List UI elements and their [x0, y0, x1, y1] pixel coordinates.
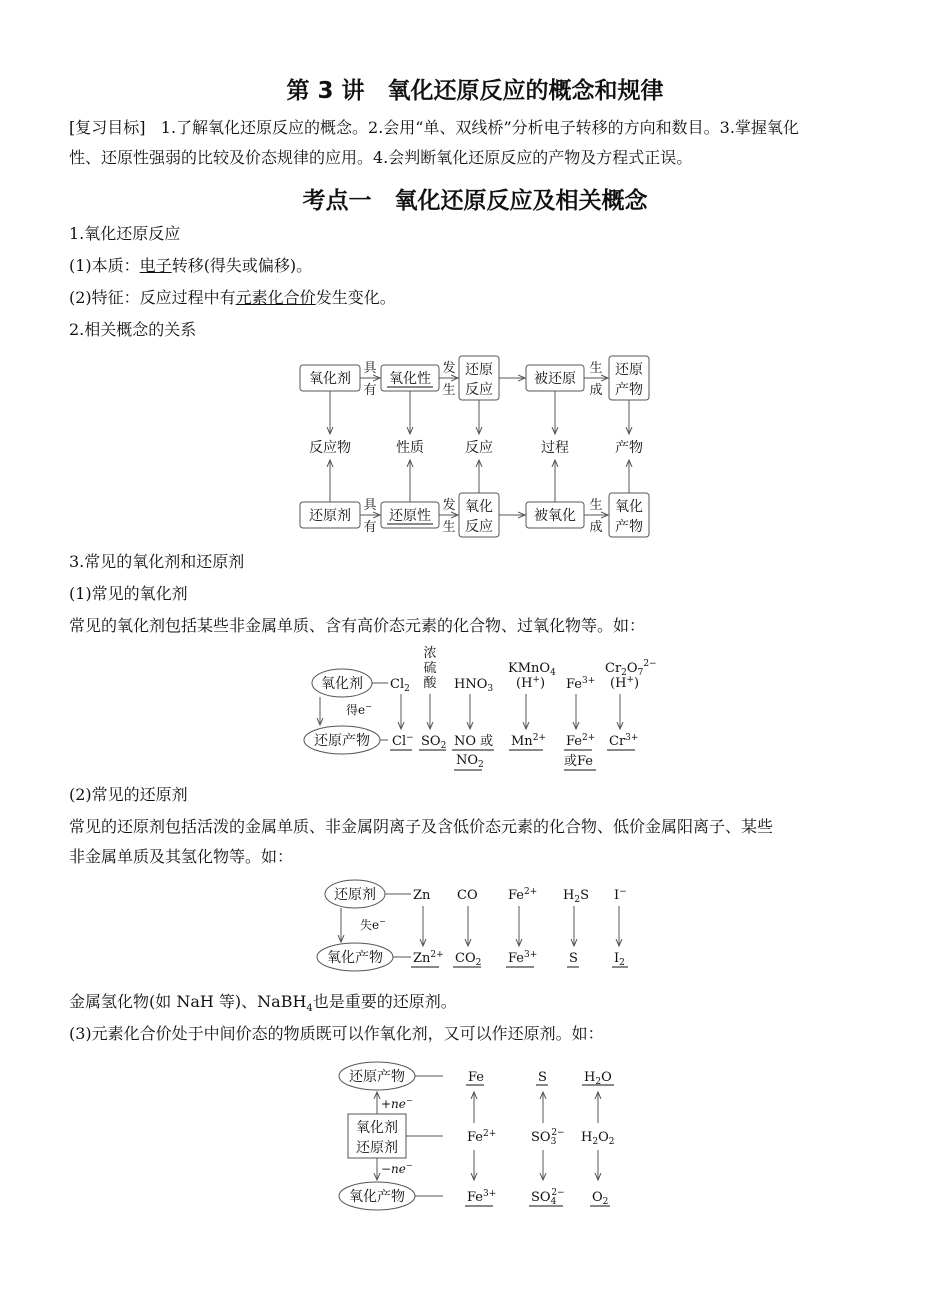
dual-role-text: (3)元素化合价处于中间价态的物质既可以作氧化剂，又可以作还原剂。如：	[69, 1024, 604, 1043]
svg-text:Mn2+: $Mn^{2+}$	[511, 733, 546, 749]
svg-text:氧化剂: 氧化剂	[321, 676, 363, 692]
svg-text:Fe2+: $Fe^{2+}$	[508, 887, 538, 903]
svg-text:HNO3: $HNO_3$	[454, 677, 494, 694]
svg-text:氧化剂: 氧化剂	[356, 1120, 398, 1136]
svg-text:产物: 产物	[615, 382, 643, 398]
svg-text:还原: 还原	[465, 362, 493, 378]
svg-text:NO2: $NO_2$	[456, 753, 484, 770]
svg-text:KMnO4: KMnO$_4$	[508, 661, 556, 678]
svg-text:还原性: 还原性	[389, 508, 431, 524]
svg-text:发: 发	[442, 498, 456, 513]
svg-text:(H+): (H+)	[610, 675, 640, 691]
svg-text:有: 有	[363, 520, 377, 535]
svg-text:氧化产物: 氧化产物	[327, 950, 383, 966]
section-title: 考点一 氧化还原反应及相关概念	[302, 188, 648, 214]
svg-text:浓: 浓	[423, 646, 437, 661]
svg-text:S: S	[538, 1070, 547, 1085]
svg-text:反应物: 反应物	[309, 440, 351, 456]
svg-text:CO: CO	[457, 888, 478, 903]
oxidant-text: 常见的氧化剂包括某些非金属单质、含有高价态元素的化合物、过氧化物等。如：	[69, 616, 646, 635]
svg-text:SO42−: $SO_42-$	[531, 1188, 565, 1207]
svg-text:或Fe: 或Fe	[564, 754, 594, 769]
oxidant-heading: (1)常见的氧化剂	[69, 584, 188, 603]
svg-text:生: 生	[442, 383, 456, 398]
feature-line: (2)特征：反应过程中有元素化合价发生变化。	[69, 288, 396, 307]
svg-text:Fe: Fe	[468, 1070, 485, 1085]
svg-text:得e−: 得e−	[346, 702, 372, 717]
svg-text:Fe2+: $Fe^{2+}$	[566, 733, 596, 749]
svg-text:产物: 产物	[615, 440, 643, 456]
essence-line: (1)本质：电子转移(得失或偏移)。	[69, 256, 313, 275]
svg-text:还原剂: 还原剂	[334, 887, 376, 903]
svg-text:SO32−: $SO_32-$	[531, 1128, 565, 1147]
svg-text:Fe3+: $Fe^{3+}$	[467, 1189, 497, 1205]
svg-text:氧化: 氧化	[465, 499, 493, 515]
page-title: 第 3 讲 氧化还原反应的概念和规律	[286, 78, 664, 104]
objectives-line-1: [复习目标] 1.了解氧化还原反应的概念。2.会用“单、双线桥”分析电子转移的方向和数目。3.掌握氧化	[69, 118, 799, 137]
blank-answer: 电子	[139, 256, 172, 275]
svg-text:过程: 过程	[541, 440, 569, 456]
intermediate-valence-diagram	[335, 1056, 625, 1216]
heading-1: 1.氧化还原反应	[69, 224, 181, 243]
oxidant-diagram	[300, 644, 657, 774]
svg-text:生: 生	[442, 520, 456, 535]
svg-text:酸: 酸	[423, 676, 437, 691]
svg-text:生: 生	[589, 498, 603, 513]
svg-text:反应: 反应	[465, 440, 493, 456]
svg-text:成: 成	[589, 383, 603, 398]
reductant-text-1: 常见的还原剂包括活泼的金属单质、非金属阴离子及含低价态元素的化合物、低价金属阳离子、某些	[69, 817, 774, 836]
svg-text:还原产物: 还原产物	[314, 733, 370, 749]
svg-text:氧化: 氧化	[615, 499, 643, 515]
svg-text:还原剂: 还原剂	[309, 508, 351, 524]
svg-text:反应: 反应	[465, 382, 493, 398]
svg-text:NO 或: NO 或	[454, 734, 494, 749]
svg-text:成: 成	[589, 520, 603, 535]
svg-text:Fe2+: $Fe^{2+}$	[467, 1129, 497, 1145]
heading-3: 3.常见的氧化剂和还原剂	[69, 552, 245, 571]
svg-text:被氧化: 被氧化	[534, 508, 576, 524]
svg-text:反应: 反应	[465, 519, 493, 535]
svg-text:SO2: $SO_2$	[421, 734, 447, 751]
hydride-line: 金属氢化物(如 NaH 等)、NaBH$_4$也是重要的还原剂。	[69, 992, 457, 1015]
svg-text:H2S: $H_2S$	[563, 888, 589, 905]
svg-text:O2: $O_2$	[592, 1190, 609, 1207]
svg-text:Zn: Zn	[413, 888, 431, 903]
svg-text:I−: I−	[614, 887, 627, 903]
svg-text:Fe3+: $Fe^{3+}$	[566, 676, 596, 692]
svg-text:具: 具	[363, 498, 377, 513]
svg-text:发: 发	[442, 361, 456, 376]
svg-text:Cl2: $Cl_2$	[390, 677, 410, 694]
objectives-line-2: 性、还原性强弱的比较及价态规律的应用。4.会判断氧化还原反应的产物及方程式正误。	[69, 148, 693, 167]
svg-text:产物: 产物	[615, 519, 643, 535]
svg-text:H2O2: $H_2O_2$	[581, 1130, 615, 1147]
svg-text:−ne−: −ne−	[381, 1161, 413, 1176]
svg-text:Zn2+: $Zn^{2+}$	[413, 950, 444, 966]
svg-text:失e−: 失e−	[360, 917, 386, 932]
svg-text:H2O: $H_2O$	[584, 1070, 612, 1087]
reductant-heading: (2)常见的还原剂	[69, 785, 188, 804]
objectives-label: [复习目标]	[69, 118, 146, 137]
svg-text:Cl−: Cl−	[392, 733, 414, 749]
svg-text:CO2: $CO_2$	[455, 951, 482, 968]
svg-text:还原产物: 还原产物	[349, 1069, 405, 1085]
svg-text:有: 有	[363, 383, 377, 398]
svg-text:还原剂: 还原剂	[356, 1140, 398, 1156]
svg-text:生: 生	[589, 361, 603, 376]
heading-2: 2.相关概念的关系	[69, 320, 197, 339]
svg-text:氧化产物: 氧化产物	[349, 1189, 405, 1205]
svg-text:(H+): (H+)	[516, 675, 546, 691]
svg-text:具: 具	[363, 361, 377, 376]
reductant-text-2: 非金属单质及其氢化物等。如：	[69, 847, 294, 866]
svg-text:性质: 性质	[396, 440, 424, 456]
svg-text:被还原: 被还原	[534, 371, 576, 387]
reductant-diagram	[315, 874, 645, 974]
svg-text:还原: 还原	[615, 362, 643, 378]
svg-text:I2: $I_2$	[614, 951, 625, 968]
blank-answer: 元素化合价	[235, 288, 316, 307]
svg-text:Cr3+: $Cr^{3+}$	[609, 733, 639, 749]
node-oxidizing: 氧化性	[389, 371, 431, 387]
svg-text:硫: 硫	[423, 661, 437, 676]
concept-relation-diagram	[295, 352, 665, 542]
svg-text:S: S	[569, 951, 578, 966]
svg-text:Cr2O72−: $Cr_2O_7^{2-}$	[605, 659, 657, 678]
svg-text:+ne−: +ne−	[381, 1096, 413, 1111]
node-oxidant: 氧化剂	[309, 371, 351, 387]
svg-text:Fe3+: $Fe^{3+}$	[508, 950, 538, 966]
